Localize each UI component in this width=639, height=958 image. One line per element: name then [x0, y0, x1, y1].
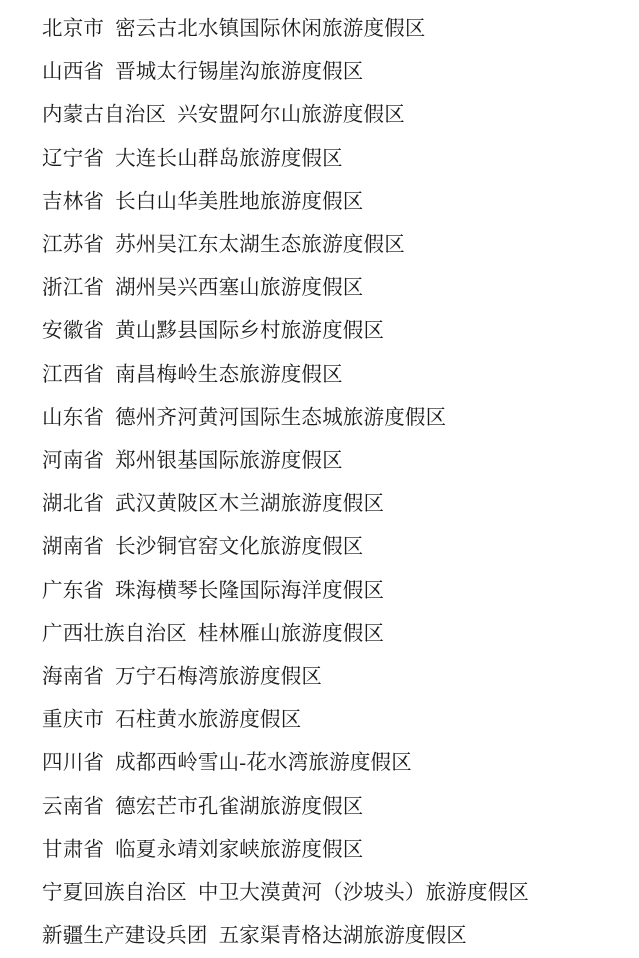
province-name: 海南省 [42, 666, 105, 689]
resort-name: 黄山黟县国际乡村旅游度假区 [115, 320, 385, 343]
resort-name: 郑州银基国际旅游度假区 [115, 450, 343, 473]
resort-name: 大连长山群岛旅游度假区 [115, 147, 343, 170]
list-item [42, 915, 619, 958]
province-name: 江西省 [42, 363, 105, 386]
list-item [42, 483, 619, 526]
resort-name: 长白山华美胜地旅游度假区 [115, 190, 364, 213]
province-name: 广东省 [42, 579, 105, 602]
province-name: 内蒙古自治区 [42, 104, 167, 127]
list-item [42, 94, 619, 137]
resort-name: 石柱黄水旅游度假区 [115, 709, 302, 732]
list-item [42, 267, 619, 310]
province-name: 四川省 [42, 752, 105, 775]
province-name: 湖南省 [42, 536, 105, 559]
resort-name: 晋城太行锡崖沟旅游度假区 [115, 61, 364, 84]
province-name: 江苏省 [42, 234, 105, 257]
resort-name: 万宁石梅湾旅游度假区 [115, 666, 323, 689]
resort-name: 密云古北水镇国际休闲旅游度假区 [115, 18, 426, 40]
list-item [42, 354, 619, 397]
list-item [42, 699, 619, 742]
list-item [42, 786, 619, 829]
province-name: 新疆生产建设兵团 [42, 925, 208, 948]
resort-name: 武汉黄陂区木兰湖旅游度假区 [115, 493, 385, 516]
resort-name: 中卫大漠黄河（沙坡头）旅游度假区 [197, 882, 530, 905]
province-name: 甘肃省 [42, 838, 105, 861]
province-name: 吉林省 [42, 190, 105, 213]
province-name: 山西省 [42, 61, 105, 84]
list-item [42, 656, 619, 699]
list-item [42, 440, 619, 483]
list-item [42, 8, 619, 51]
list-item [42, 829, 619, 872]
resort-name: 兴安盟阿尔山旅游度假区 [177, 104, 405, 127]
list-item [42, 397, 619, 440]
resort-name: 五家渠青格达湖旅游度假区 [218, 925, 468, 948]
resort-name: 苏州吴江东太湖生态旅游度假区 [115, 234, 405, 257]
province-name: 山东省 [42, 406, 105, 429]
province-name: 浙江省 [42, 277, 105, 300]
province-name: 广西壮族自治区 [42, 622, 187, 645]
list-item [42, 224, 619, 267]
resort-name: 桂林雁山旅游度假区 [197, 622, 385, 645]
list-item [42, 138, 619, 181]
province-name: 湖北省 [42, 493, 105, 516]
list-item [42, 872, 619, 915]
resort-name: 临夏永靖刘家峡旅游度假区 [115, 838, 364, 861]
resort-name: 德宏芒市孔雀湖旅游度假区 [115, 795, 364, 818]
province-name: 云南省 [42, 795, 105, 818]
resort-name: 湖州吴兴西塞山旅游度假区 [115, 277, 364, 300]
list-item [42, 181, 619, 224]
list-item [42, 310, 619, 353]
province-name: 宁夏回族自治区 [42, 882, 187, 905]
resort-name: 珠海横琴长隆国际海洋度假区 [115, 579, 385, 602]
list-item [42, 51, 619, 94]
province-name: 河南省 [42, 450, 105, 473]
list-item [42, 742, 619, 785]
province-name: 重庆市 [42, 709, 105, 732]
province-name: 辽宁省 [42, 147, 105, 170]
resort-name: 长沙铜官窑文化旅游度假区 [115, 536, 364, 559]
province-name: 北京市 [42, 18, 105, 40]
list-item [42, 613, 619, 656]
list-item [42, 570, 619, 613]
resort-name: 南昌梅岭生态旅游度假区 [115, 363, 343, 386]
list-item [42, 526, 619, 569]
province-name: 安徽省 [42, 320, 105, 343]
resort-name: 德州齐河黄河国际生态城旅游度假区 [115, 406, 447, 429]
resort-name: 成都西岭雪山-花水湾旅游度假区 [115, 752, 412, 775]
